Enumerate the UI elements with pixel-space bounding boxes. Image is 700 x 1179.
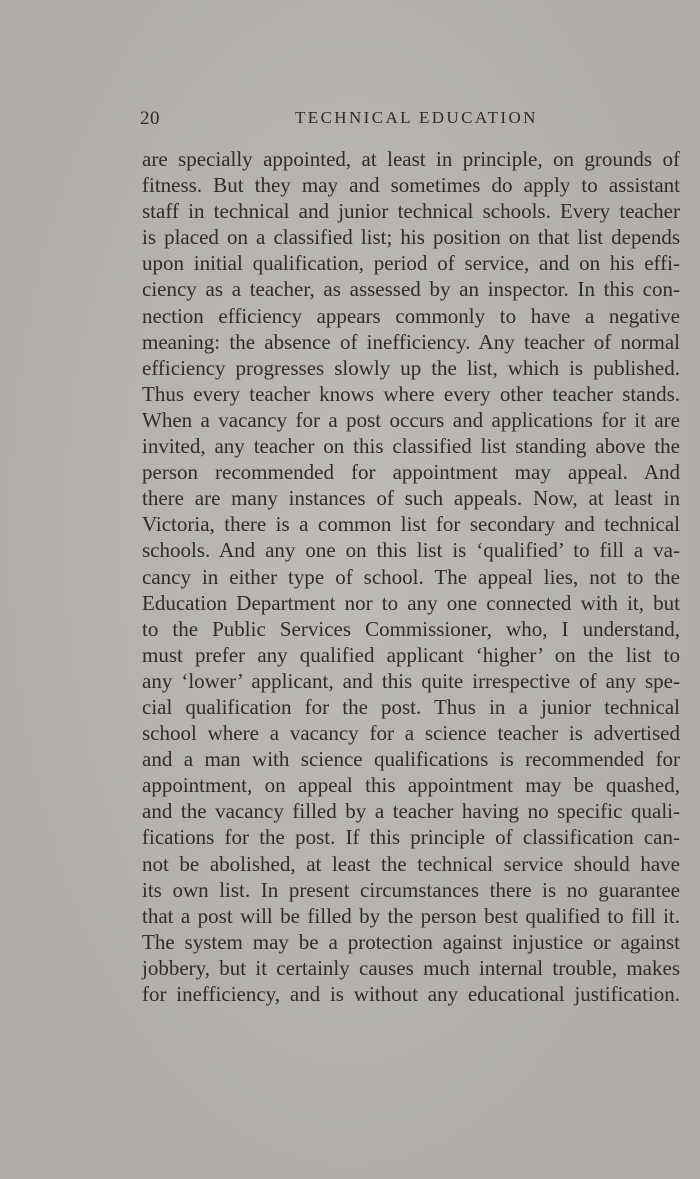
page-number: 20	[140, 108, 160, 129]
text-line: there are many instances of such appeals. Now, at least in	[142, 486, 680, 511]
text-line: invited, any teacher on this classified list standing above the	[142, 434, 680, 459]
text-line: When a vacancy for a post occurs and applications for it are	[142, 407, 680, 432]
text-line: Education Department nor to any one connected with it, but	[142, 590, 680, 615]
text-line: Thus every teacher knows where every other teacher stands.	[142, 381, 680, 406]
text-line: must prefer any qualified applicant ‘higher’ on the list to	[142, 642, 680, 667]
text-line: ciency as a teacher, as assessed by an inspector. In this con-	[142, 277, 680, 302]
text-line: cancy in either type of school. The appeal lies, not to the	[142, 564, 680, 589]
text-line: schools. And any one on this list is ‘qualified’ to fill a va-	[142, 538, 680, 563]
text-line: fitness. But they may and sometimes do apply to assistant	[142, 173, 680, 198]
text-line: upon initial qualification, period of service, and on his effi-	[142, 251, 680, 276]
text-line: fications for the post. If this principle of classification can-	[142, 825, 680, 850]
text-line: any ‘lower’ applicant, and this quite irrespective of any spe-	[142, 668, 680, 693]
text-line: appointment, on appeal this appointment may be quashed,	[142, 773, 680, 798]
text-line: for inefficiency, and is without any educational justification.	[142, 982, 680, 1006]
text-line: Victoria, there is a common list for secondary and technical	[142, 512, 680, 537]
text-line: its own list. In present circumstances there is no guarantee	[142, 877, 680, 902]
text-line: efficiency progresses slowly up the list, which is published.	[142, 355, 680, 380]
running-head-title: TECHNICAL EDUCATION	[295, 108, 538, 127]
text-line: school where a vacancy for a science teacher is advertised	[142, 721, 680, 746]
text-line: that a post will be filled by the person best qualified to fill it.	[142, 903, 680, 928]
text-line: meaning: the absence of inefficiency. Any teacher of normal	[142, 329, 680, 354]
text-line: cial qualification for the post. Thus in a junior technical	[142, 694, 680, 719]
text-line: and a man with science qualifications is recommended for	[142, 747, 680, 772]
text-line: jobbery, but it certainly causes much internal trouble, makes	[142, 955, 680, 980]
body-paragraph	[142, 146, 680, 1007]
text-line: staff in technical and junior technical schools. Every teacher	[142, 199, 680, 224]
text-line: and the vacancy filled by a teacher having no specific quali-	[142, 799, 680, 824]
text-line: to the Public Services Commissioner, who, I understand,	[142, 616, 680, 641]
running-head	[140, 108, 680, 132]
text-line: person recommended for appointment may appeal. And	[142, 460, 680, 485]
text-line: is placed on a classified list; his position on that list depends	[142, 225, 680, 250]
text-line: are specially appointed, at least in principle, on grounds of	[142, 147, 680, 171]
text-line: not be abolished, at least the technical service should have	[142, 851, 680, 876]
text-line: nection efficiency appears commonly to have a negative	[142, 303, 680, 328]
text-line: The system may be a protection against injustice or against	[142, 929, 680, 954]
